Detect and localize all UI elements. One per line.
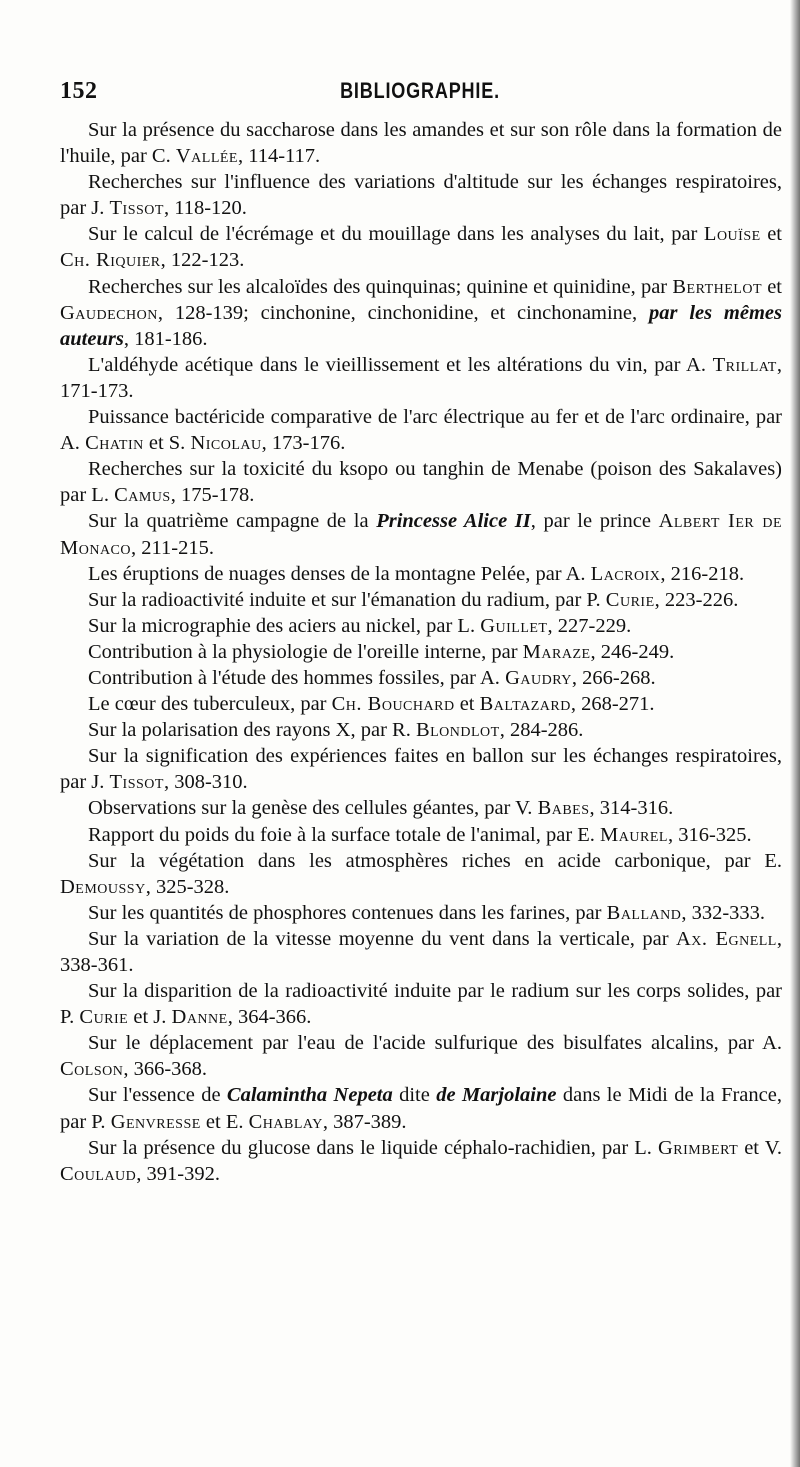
author-name: Curie bbox=[605, 588, 655, 611]
bibliography-entry: Sur la disparition de la radioactivité induite par le radium sur les corps solides, par P. Curie et J. Danne, 364-366. bbox=[60, 980, 782, 1029]
author-name: Coulaud bbox=[60, 1162, 137, 1185]
bibliography-entry: Le cœur des tuberculeux, par Ch. Bouchard et Baltazard, 268-271. bbox=[88, 693, 655, 716]
author-name: Ch. Bouchard bbox=[331, 693, 455, 716]
bibliography-entry: Sur la présence du glucose dans le liquide céphalo-rachidien, par L. Grimbert et V. Coulaud, 391-392. bbox=[60, 1136, 782, 1185]
author-name: Tissot bbox=[109, 197, 164, 220]
bibliography-entry: Sur la micrographie des aciers au nickel, par L. Guillet, 227-229. bbox=[88, 614, 632, 637]
bibliography-entry: Sur la signification des expériences faites en ballon sur les échanges respiratoires, par J. Tissot, 308-310. bbox=[60, 745, 782, 794]
author-name: Trillat bbox=[712, 353, 777, 376]
author-name: Demoussy bbox=[60, 875, 146, 898]
author-name: Camus bbox=[114, 484, 171, 507]
bibliography-entry: Contribution à l'étude des hommes fossiles, par A. Gaudry, 266-268. bbox=[88, 666, 656, 689]
ship-name: Princesse Alice II bbox=[376, 510, 531, 533]
author-name: Tissot bbox=[109, 771, 164, 794]
bibliography-entry: Sur les quantités de phosphores contenues dans les farines, par Balland, 332-333. bbox=[88, 901, 766, 924]
bibliography-entry: Sur la polarisation des rayons X, par R. Blondlot, 284-286. bbox=[88, 719, 584, 742]
author-name: Grimbert bbox=[657, 1136, 739, 1159]
author-name: Babes bbox=[537, 797, 590, 820]
bibliography-entry: Recherches sur la toxicité du ksopo ou tanghin de Menabe (poison des Sakalaves) par L. Camus, 175-178. bbox=[60, 458, 782, 507]
bibliography-entry: Sur le déplacement par l'eau de l'acide sulfurique des bisulfates alcalins, par A. Colson, 366-368. bbox=[60, 1032, 782, 1081]
page-header bbox=[60, 78, 780, 110]
author-name: Baltazard bbox=[479, 693, 571, 716]
author-name: Colson bbox=[60, 1058, 124, 1081]
bibliography-entry: Sur l'essence de Calamintha Nepeta dite de Marjolaine dans le Midi de la France, par P. Genvresse et E. Chablay, 387-389. bbox=[60, 1084, 782, 1133]
author-name: Genvresse bbox=[110, 1110, 201, 1133]
author-name: Danne bbox=[171, 1006, 228, 1029]
author-name: Louïse bbox=[703, 223, 761, 246]
author-name: Chatin bbox=[85, 432, 144, 455]
author-name: Maurel bbox=[600, 823, 668, 846]
bibliography-entry: Les éruptions de nuages denses de la montagne Pelée, par A. Lacroix, 216-218. bbox=[88, 562, 745, 585]
bibliography-entry: Recherches sur l'influence des variations d'altitude sur les échanges respiratoires, par J. Tissot, 118-120. bbox=[60, 171, 782, 220]
author-name: Balland bbox=[606, 901, 682, 924]
page-number: 152 bbox=[60, 78, 98, 104]
author-name: Ch. Riquier bbox=[60, 249, 161, 272]
author-name: Ax. Egnell bbox=[675, 927, 777, 950]
bibliography-entry: Sur la végétation dans les atmosphères riches en acide carbonique, par E. Demoussy, 325-328. bbox=[60, 849, 782, 898]
author-name: Nicolau bbox=[190, 432, 262, 455]
bibliography-list bbox=[60, 117, 782, 1187]
bibliography-entry: Sur la radioactivité induite et sur l'émanation du radium, par P. Curie, 223-226. bbox=[88, 588, 739, 611]
common-name: de Marjolaine bbox=[436, 1084, 557, 1107]
author-name: Gaudechon bbox=[60, 301, 158, 324]
running-title: BIBLIOGRAPHIE. bbox=[340, 78, 500, 103]
author-name: Guillet bbox=[480, 614, 548, 637]
bibliography-entry: Recherches sur les alcaloïdes des quinquinas; quinine et quinidine, par Berthelot et Gaudechon, 128-139; cinchonine, cinchonidine, et cinchonamine, par les mêmes auteurs, 181-186. bbox=[60, 275, 783, 350]
bibliography-entry: Sur la variation de la vitesse moyenne du vent dans la verticale, par Ax. Egnell, 338-361. bbox=[60, 927, 782, 976]
author-name: Chablay bbox=[248, 1110, 323, 1133]
bibliography-entry: Puissance bactéricide comparative de l'arc électrique au fer et de l'arc ordinaire, par A. Chatin et S. Nicolau, 173-176. bbox=[60, 406, 782, 455]
bibliography-entry: Sur le calcul de l'écrémage et du mouillage dans les analyses du lait, par Louïse et Ch. Riquier, 122-123. bbox=[60, 223, 782, 272]
bibliography-entry: Observations sur la genèse des cellules géantes, par V. Babes, 314-316. bbox=[88, 797, 674, 820]
author-name: Blondlot bbox=[415, 719, 500, 742]
bibliography-entry: Contribution à la physiologie de l'oreille interne, par Maraze, 246-249. bbox=[88, 640, 675, 663]
author-name: Vallée bbox=[175, 145, 238, 168]
author-name: Lacroix bbox=[590, 562, 661, 585]
bibliography-entry: Sur la présence du saccharose dans les amandes et sur son rôle dans la formation de l'huile, par C. Vallée, 114-117. bbox=[60, 119, 782, 168]
bibliography-entry: Rapport du poids du foie à la surface totale de l'animal, par E. Maurel, 316-325. bbox=[88, 823, 752, 846]
bibliography-entry: L'aldéhyde acétique dans le vieillissement et les altérations du vin, par A. Trillat, 171-173. bbox=[60, 353, 782, 402]
author-name: Albert Ier de Monaco bbox=[60, 510, 782, 559]
author-name: Curie bbox=[79, 1006, 129, 1029]
author-name: Berthelot bbox=[672, 275, 762, 298]
author-name: Maraze bbox=[522, 640, 591, 663]
species-name: Calamintha Nepeta bbox=[226, 1084, 393, 1107]
bibliography-entry: Sur la quatrième campagne de la Princesse Alice II, par le prince Albert Ier de Monaco, 211-215. bbox=[60, 510, 782, 559]
author-name: Gaudry bbox=[505, 666, 572, 689]
